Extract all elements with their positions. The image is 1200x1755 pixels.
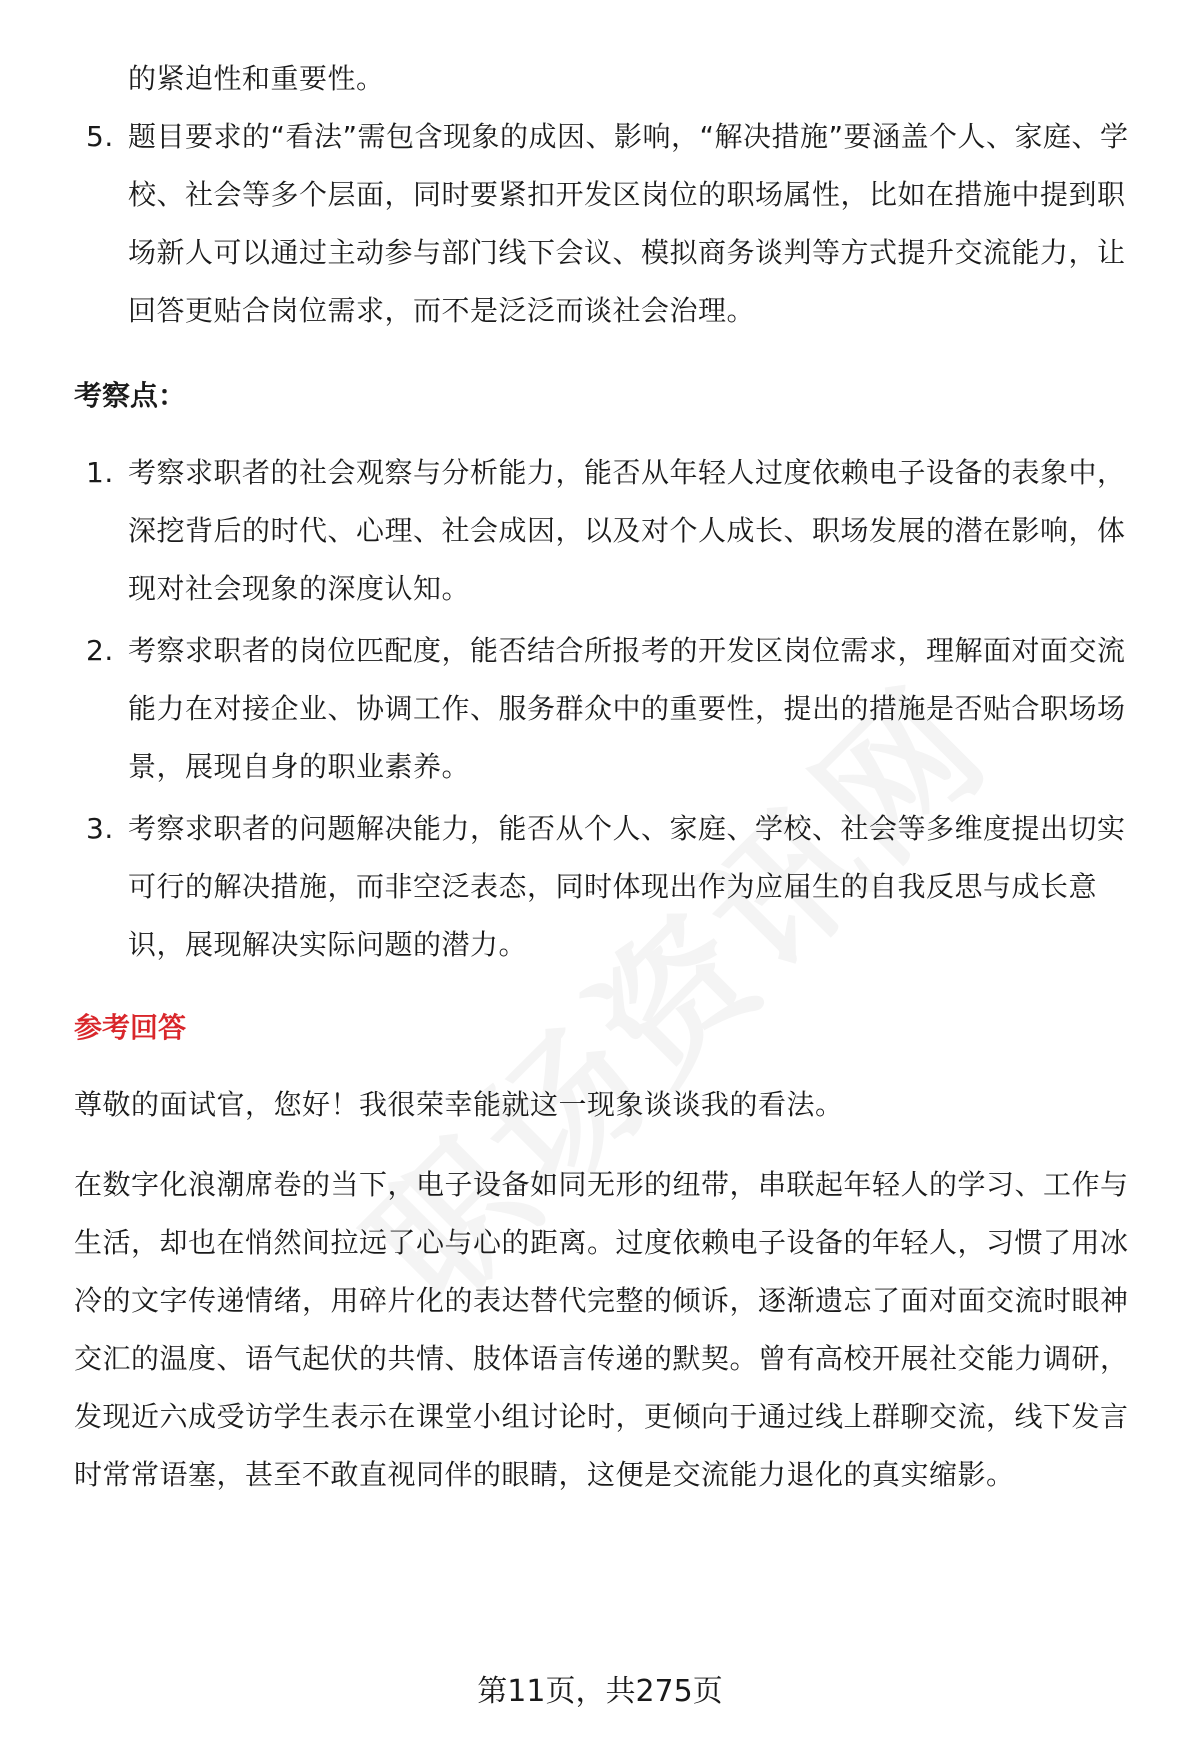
list-text: 考察求职者的问题解决能力，能否从个人、家庭、学校、社会等多维度提出切实可行的解决措施，而非空泛表态，同时体现出作为应届生的自我反思与成长意识，展现解决实际问题的潜力。 [128, 812, 1126, 961]
list-item [74, 108, 1146, 340]
section-heading-answer: 参考回答 [74, 1011, 187, 1044]
section-heading-points: 考察点： [74, 379, 187, 412]
points-list [74, 444, 1146, 974]
list-number: 1. [86, 456, 114, 489]
list-number: 5. [86, 120, 114, 153]
page-footer: 第11页，共275页 [477, 1674, 723, 1709]
list-text: 题目要求的“看法”需包含现象的成因、影响，“解决措施”要涵盖个人、家庭、学校、社会等多个层面，同时要紧扣开发区岗位的职场属性，比如在措施中提到职场新人可以通过主动参与部门线下会议、模拟商务谈判等方式提升交流能力，让回答更贴合岗位需求，而不是泛泛而谈社会治理。 [128, 120, 1129, 327]
continued-text: 的紧迫性和重要性。 [128, 62, 385, 95]
list-text: 考察求职者的社会观察与分析能力，能否从年轻人过度依赖电子设备的表象中，深挖背后的时代、心理、社会成因，以及对个人成长、职场发展的潜在影响，体现对社会现象的深度认知。 [128, 456, 1126, 605]
answer-paragraph: 尊敬的面试官，您好！我很荣幸能就这一现象谈谈我的看法。 [74, 1088, 844, 1121]
list-item [74, 800, 1146, 974]
list-number: 3. [86, 812, 114, 845]
page-content [74, 50, 1146, 1504]
answer-paragraph: 在数字化浪潮席卷的当下，电子设备如同无形的纽带，串联起年轻人的学习、工作与生活，却也在悄然间拉远了心与心的距离。过度依赖电子设备的年轻人，习惯了用冰冷的文字传递情绪，用碎片化的表达替代完整的倾诉，逐渐遗忘了面对面交流时眼神交汇的温度、语气起伏的共情、肢体语言传递的默契。曾有高校开展社交能力调研，发现近六成受访学生表示在课堂小组讨论时，更倾向于通过线上群聊交流，线下发言时常常语塞，甚至不敢直视同伴的眼睛，这便是交流能力退化的真实缩影。 [74, 1168, 1129, 1491]
list-item [74, 622, 1146, 796]
list-item [74, 444, 1146, 618]
previous-list [74, 108, 1146, 340]
list-number: 2. [86, 634, 114, 667]
list-text: 考察求职者的岗位匹配度，能否结合所报考的开发区岗位需求，理解面对面交流能力在对接企业、协调工作、服务群众中的重要性，提出的措施是否贴合职场场景，展现自身的职业素养。 [128, 634, 1126, 783]
